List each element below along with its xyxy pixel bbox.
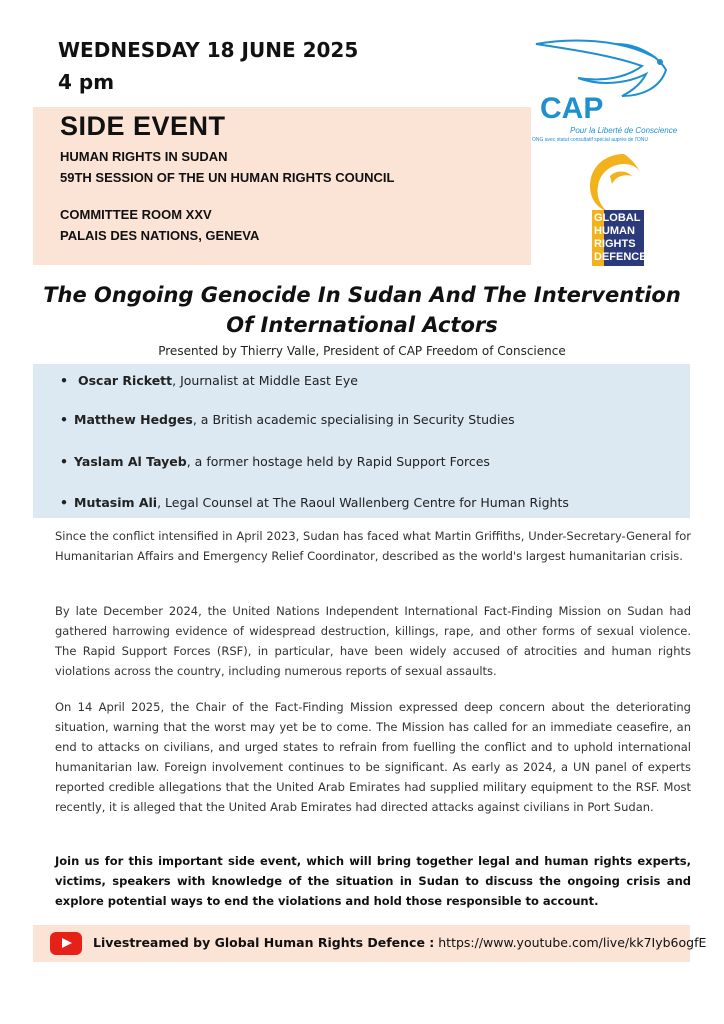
speaker-name: Oscar Rickett: [77, 373, 173, 388]
livestream-link[interactable]: https://www.youtube.com/live/kk7Iyb6ogfE: [434, 935, 707, 950]
event-venue: PALAIS DES NATIONS, GENEVA: [60, 228, 260, 243]
ghrd-line-2: HUMAN: [594, 225, 635, 237]
speaker-item: [60, 495, 569, 510]
paragraph-concern: On 14 April 2025, the Chair of the Fact-Finding Mission expressed deep concern about the deteriorating situation, warning that the worst may yet be to come. The Mission has called for an immediate ceasefire, an end to attacks on civilians, and urged states to refrain from fuelling the conflict and to uphold international humanitarian law. Foreign involvement continues to be significant. As early as 2024, a UN panel of experts reported credible allegations that the United Arab Emirates had supplied military equipment to the RSF. Most recently, it is alleged that the United Arab Emirates had directed attacks against civilians in Port Sudan.: [55, 700, 691, 814]
speaker-role: , a British academic specialising in Security Studies: [192, 412, 515, 427]
event-time: 4 pm: [58, 70, 115, 94]
main-title-line-2: Of International Actors: [226, 313, 498, 337]
youtube-icon[interactable]: [50, 932, 82, 955]
cap-logo-subtagline: ONG avec statut consultatif spécial auprès de l'ONU: [532, 137, 649, 143]
speaker-role: , a former hostage held by Rapid Support Forces: [186, 454, 490, 469]
event-date: WEDNESDAY 18 JUNE 2025: [58, 38, 359, 62]
cap-logo: [530, 36, 690, 148]
presenter-line: Presented by Thierry Valle, President of CAP Freedom of Conscience: [158, 344, 566, 358]
main-title: [30, 280, 694, 340]
bullet-icon: •: [60, 373, 68, 388]
cap-logo-name: CAP: [540, 92, 604, 125]
speaker-item: [60, 454, 490, 469]
bullet-icon: •: [60, 412, 68, 427]
cap-logo-tagline: Pour la Liberté de Conscience: [570, 126, 678, 135]
livestream-banner: [33, 925, 707, 962]
livestream-label: Livestreamed by Global Human Rights Defence :: [93, 935, 435, 950]
ghrd-line-3: RIGHTS: [594, 238, 636, 250]
speaker-role: , Legal Counsel at The Raoul Wallenberg Centre for Human Rights: [157, 495, 569, 510]
speaker-item: [60, 373, 358, 388]
event-session: 59TH SESSION OF THE UN HUMAN RIGHTS COUNCIL: [60, 170, 395, 185]
event-type: SIDE EVENT: [60, 111, 226, 141]
ghrd-line-4: DEFENCE: [594, 251, 647, 263]
ghrd-line-1: GLOBAL: [594, 212, 641, 224]
speaker-role: , Journalist at Middle East Eye: [172, 373, 358, 388]
ghrd-logo: [580, 150, 670, 266]
bullet-icon: •: [60, 495, 68, 510]
event-info-box: [33, 107, 531, 265]
main-title-line-1: The Ongoing Genocide In Sudan And The Intervention: [43, 283, 681, 307]
speaker-name: Matthew Hedges: [74, 412, 193, 427]
bullet-icon: •: [60, 454, 68, 469]
paragraph-fact-finding: By late December 2024, the United Nations Independent International Fact-Finding Mission on Sudan had gathered harrowing evidence of widespread destruction, killings, rape, and other forms of sexual violence. The Rapid Support Forces (RSF), in particular, have been widely accused of atrocities and human rights violations across the country, including numerous reports of sexual assaults.: [55, 604, 691, 678]
paragraph-invitation: Join us for this important side event, which will bring together legal and human rights experts, victims, speakers with knowledge of the situation in Sudan to discuss the ongoing crisis and explore potential ways to end the violations and hold those responsible to account.: [55, 854, 691, 908]
livestream-text: [93, 935, 706, 950]
event-topic: HUMAN RIGHTS IN SUDAN: [60, 149, 228, 164]
event-room: COMMITTEE ROOM XXV: [60, 207, 212, 222]
speaker-name: Mutasim Ali: [74, 495, 158, 510]
speaker-item: [60, 412, 515, 427]
ghrd-logo-text: [594, 212, 647, 264]
paragraph-intro: Since the conflict intensified in April 2023, Sudan has faced what Martin Griffiths, Under-Secretary-General for Humanitarian Affairs and Emergency Relief Coordinator, described as the world's largest humanitarian crisis.: [55, 529, 691, 563]
speaker-name: Yaslam Al Tayeb: [74, 454, 187, 469]
